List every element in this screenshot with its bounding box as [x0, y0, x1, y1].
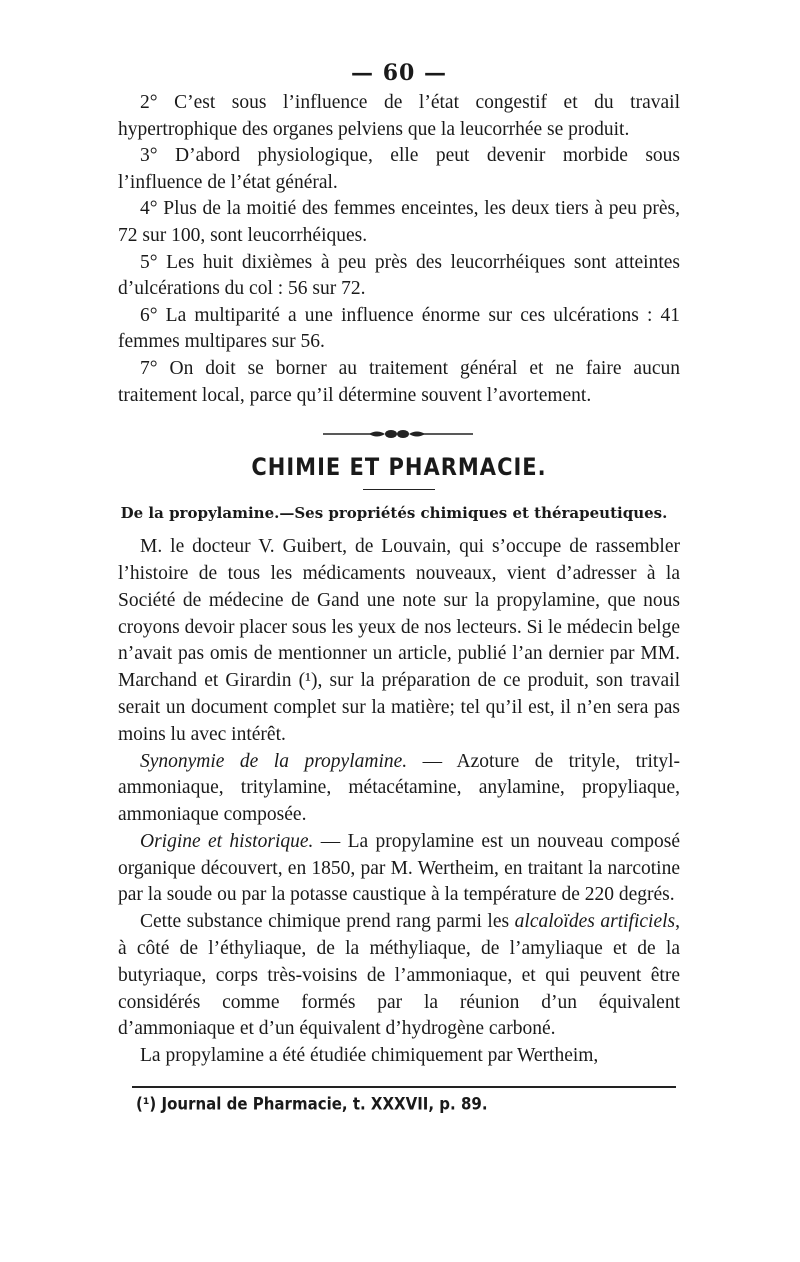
intro-text-end: , sur la préparation de ce produit, son travail serait un document complet sur la matière; tel qu’il est, il n’en sera pas moins lu avec intérêt.	[118, 670, 680, 745]
list-item-2: 2° C’est sous l’influence de l’état congestif et du travail hypertrophique des organes pelviens que la leucorrhée se produit.	[118, 92, 680, 140]
article-subheading: De la propylamine.—Ses propriétés chimiques et thérapeutiques.	[120, 504, 668, 523]
classification-before: Cette substance chimique prend rang parmi les	[140, 911, 515, 933]
ornament-divider-icon	[319, 427, 479, 441]
title-rule	[363, 489, 435, 490]
classification-paragraph	[118, 909, 680, 1043]
intro-paragraph	[118, 534, 680, 748]
list-item-7: 7° On doit se borner au traitement général et ne faire aucun traitement local, parce qu’il détermine souvent l’avortement.	[118, 357, 680, 406]
intro-text-start: M. le docteur V. Guibert, de Louvain, qui s’occupe de rassembler l’histoire de tous les médicaments nouveaux, vient d’adresser à la Société de médecine de Gand une note sur la propylamine, que nous croyons devoir placer sous les yeux de nos lecteurs. Si le médecin belge n’avait pas omis de mentionner un article, publié l’an dernier par MM. Marchand et Girardin	[118, 536, 680, 692]
ornament-divider	[118, 427, 680, 441]
list-item-6: 6° La multiparité a une influence énorme sur ces ulcérations : 41 femmes multipares sur 56.	[118, 304, 680, 353]
synonymy-paragraph	[118, 749, 680, 829]
list-item-4: 4° Plus de la moitié des femmes enceintes, les deux tiers à peu près, 72 sur 100, sont leucorrhéiques.	[118, 198, 680, 246]
synonymy-label: Synonymie de la propylamine.	[140, 750, 408, 772]
origin-paragraph	[118, 829, 680, 909]
classification-italic: alcaloïdes artificiels	[514, 911, 676, 933]
page	[118, 60, 680, 1112]
list-item-5: 5° Les huit dixièmes à peu près des leucorrhéiques sont atteintes d’ulcérations du col : 56 sur 72.	[118, 251, 680, 300]
section-title: CHIMIE ET PHARMACIE.	[251, 453, 547, 481]
classification-after: , à côté de l’éthyliaque, de la méthyliaque, de l’amyliaque et de la butyriaque, corps très-voisins de l’ammoniaque, et qui peuvent être considérés comme formés par la réunion d’un équivalent d’ammoniaque et d’un équivalent d’hydrogène carboné.	[118, 911, 680, 1040]
footnote-rule	[132, 1086, 676, 1088]
footnote-marker: (¹)	[298, 670, 318, 692]
origin-text: — La propylamine est un nouveau composé organique découvert, en 1850, par M. Wertheim, en traitant la narcotine par la soude ou par la potasse caustique à la température de 220 degrés.	[118, 830, 680, 906]
numbered-list	[118, 90, 680, 409]
page-number: — 60 —	[351, 60, 447, 86]
footnote: (¹) Journal de Pharmacie, t. XXXVII, p. 89.	[136, 1094, 488, 1114]
origin-label: Origine et historique.	[140, 830, 314, 852]
synonymy-text: — Azoture de trityle, trityl-ammoniaque, tritylamine, métacétamine, anylamine, propyliaque, ammoniaque composée.	[118, 750, 680, 826]
last-line: La propylamine a été étudiée chimiquement par Wertheim,	[140, 1045, 599, 1067]
list-item-3: 3° D’abord physiologique, elle peut devenir morbide sous l’influence de l’état général.	[118, 145, 680, 193]
